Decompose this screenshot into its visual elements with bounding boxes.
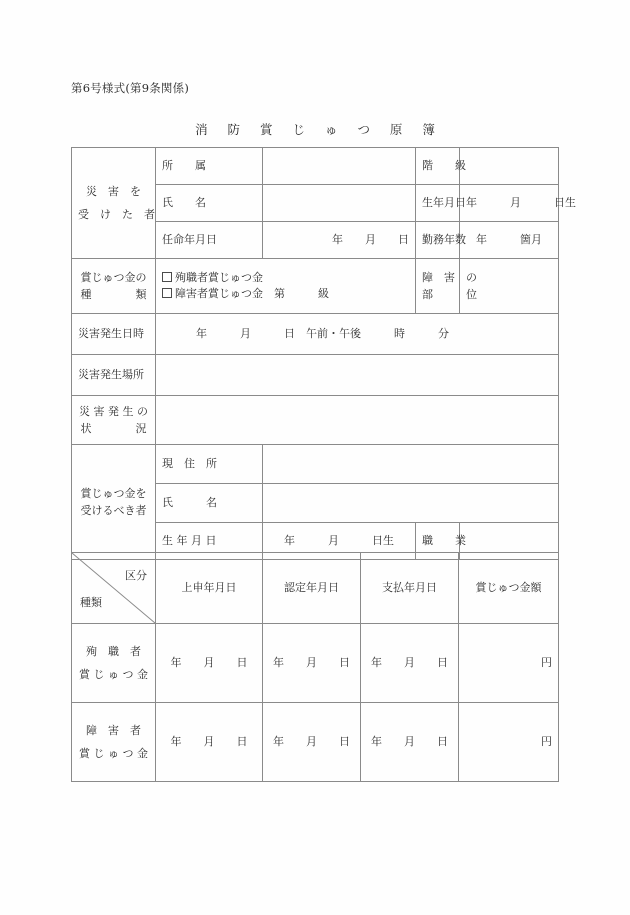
incident-place-label: 災害発生場所 (72, 355, 156, 396)
birthdate-value[interactable]: 年 月 日生 (460, 185, 559, 222)
row-label-line2: 賞 じ ゅ つ 金 (79, 747, 148, 760)
affiliation-label: 所 属 (156, 148, 263, 185)
approval-date-value[interactable]: 年 月 日 (263, 624, 361, 703)
row-label-line2: 賞 じ ゅ つ 金 (79, 668, 148, 681)
corner-header-type: 種類 (80, 595, 102, 609)
affiliation-value[interactable] (263, 148, 416, 185)
incident-situation-value[interactable] (156, 396, 559, 445)
checkbox-option-fallen-officer[interactable] (162, 270, 409, 286)
form-number: 第6号様式(第9条関係) (71, 81, 190, 95)
row-label-line1: 障 害 者 (86, 723, 141, 737)
appointment-date-label: 任命年月日 (156, 222, 263, 259)
service-years-value[interactable]: 年 箇月 (460, 222, 559, 259)
column-header-application-date: 上申年月日 (156, 553, 263, 624)
payment-table-corner-header (72, 553, 156, 624)
table-row (72, 314, 559, 355)
checkbox-icon[interactable] (162, 288, 172, 298)
award-type-label (72, 259, 156, 314)
column-header-payment-date: 支払年月日 (361, 553, 459, 624)
recipient-address-label: 現 住 所 (156, 445, 263, 484)
application-date-value[interactable]: 年 月 日 (156, 624, 263, 703)
payment-date-value[interactable]: 年 月 日 (361, 624, 459, 703)
table-row (72, 259, 559, 314)
amount-value[interactable]: 円 (459, 624, 559, 703)
recipient-label-line1: 賞じゅつ金を (80, 486, 147, 500)
registry-form-table (71, 147, 576, 560)
situation-label-line1: 災 害 発 生 の (79, 404, 148, 418)
diagonal-line-icon (72, 553, 155, 623)
application-date-value[interactable]: 年 月 日 (156, 703, 263, 782)
recipient-name-value[interactable] (263, 484, 559, 523)
payment-date-value[interactable]: 年 月 日 (361, 703, 459, 782)
injury-site-value[interactable] (460, 259, 559, 314)
column-header-amount: 賞じゅつ金額 (459, 553, 559, 624)
incident-datetime-value[interactable]: 年 月 日 午前・午後 時 分 (156, 314, 559, 355)
recipient-label-line2: 受けるべき者 (80, 504, 147, 517)
recipient-birth-label: 生 年 月 日 (156, 523, 263, 560)
situation-label-line2: 状 況 (80, 422, 147, 435)
appointment-date-value[interactable]: 年 月 日 (263, 222, 416, 259)
payment-table (71, 552, 559, 782)
recipient-name-label: 氏 名 (156, 484, 263, 523)
row-label-fallen-officer-award (72, 624, 156, 703)
option2-label: 障害者賞じゅつ金 第 級 (175, 287, 329, 300)
option1-label: 殉職者賞じゅつ金 (175, 271, 263, 285)
incident-place-value[interactable] (156, 355, 559, 396)
birthdate-label: 生年月日 (416, 185, 460, 222)
recipient-birth-value[interactable]: 年 月 日生 (263, 523, 416, 560)
checkbox-icon[interactable] (162, 272, 172, 282)
corner-header-category: 区分 (125, 569, 147, 582)
injury-site-label (416, 259, 477, 314)
injury-label-line1: 障 害 の (422, 270, 477, 284)
victim-label-line1: 災 害 を (86, 184, 141, 198)
table-row (72, 396, 559, 445)
victim-label-line2: 受 け た 者 (78, 208, 155, 221)
table-header-row (72, 553, 559, 624)
name-label: 氏 名 (156, 185, 263, 222)
table-row (72, 624, 559, 703)
checkbox-option-disabled-officer[interactable] (162, 286, 409, 302)
victim-section-label (72, 148, 156, 259)
page-title: 消 防 賞 じ ゅ つ 原 簿 (195, 122, 443, 137)
occupation-label: 職 業 (416, 523, 460, 560)
amount-value[interactable]: 円 (459, 703, 559, 782)
row-label-disabled-officer-award (72, 703, 156, 782)
award-type-options (156, 259, 416, 314)
table-row (72, 445, 559, 484)
injury-label-line2: 部 位 (422, 288, 477, 301)
service-years-label: 勤務年数 (416, 222, 460, 259)
approval-date-value[interactable]: 年 月 日 (263, 703, 361, 782)
table-row (72, 355, 559, 396)
recipient-section-label (72, 445, 156, 560)
award-type-label-line2: 種 類 (80, 288, 147, 301)
rank-value[interactable] (460, 148, 559, 185)
incident-datetime-label: 災害発生日時 (72, 314, 156, 355)
incident-situation-label (72, 396, 156, 445)
rank-label: 階 級 (416, 148, 460, 185)
name-value[interactable] (263, 185, 416, 222)
row-label-line1: 殉 職 者 (86, 644, 141, 658)
table-row (72, 148, 559, 185)
recipient-address-value[interactable] (263, 445, 559, 484)
award-type-label-line1: 賞じゅつ金の (80, 270, 147, 284)
column-header-approval-date: 認定年月日 (263, 553, 361, 624)
table-row (72, 703, 559, 782)
